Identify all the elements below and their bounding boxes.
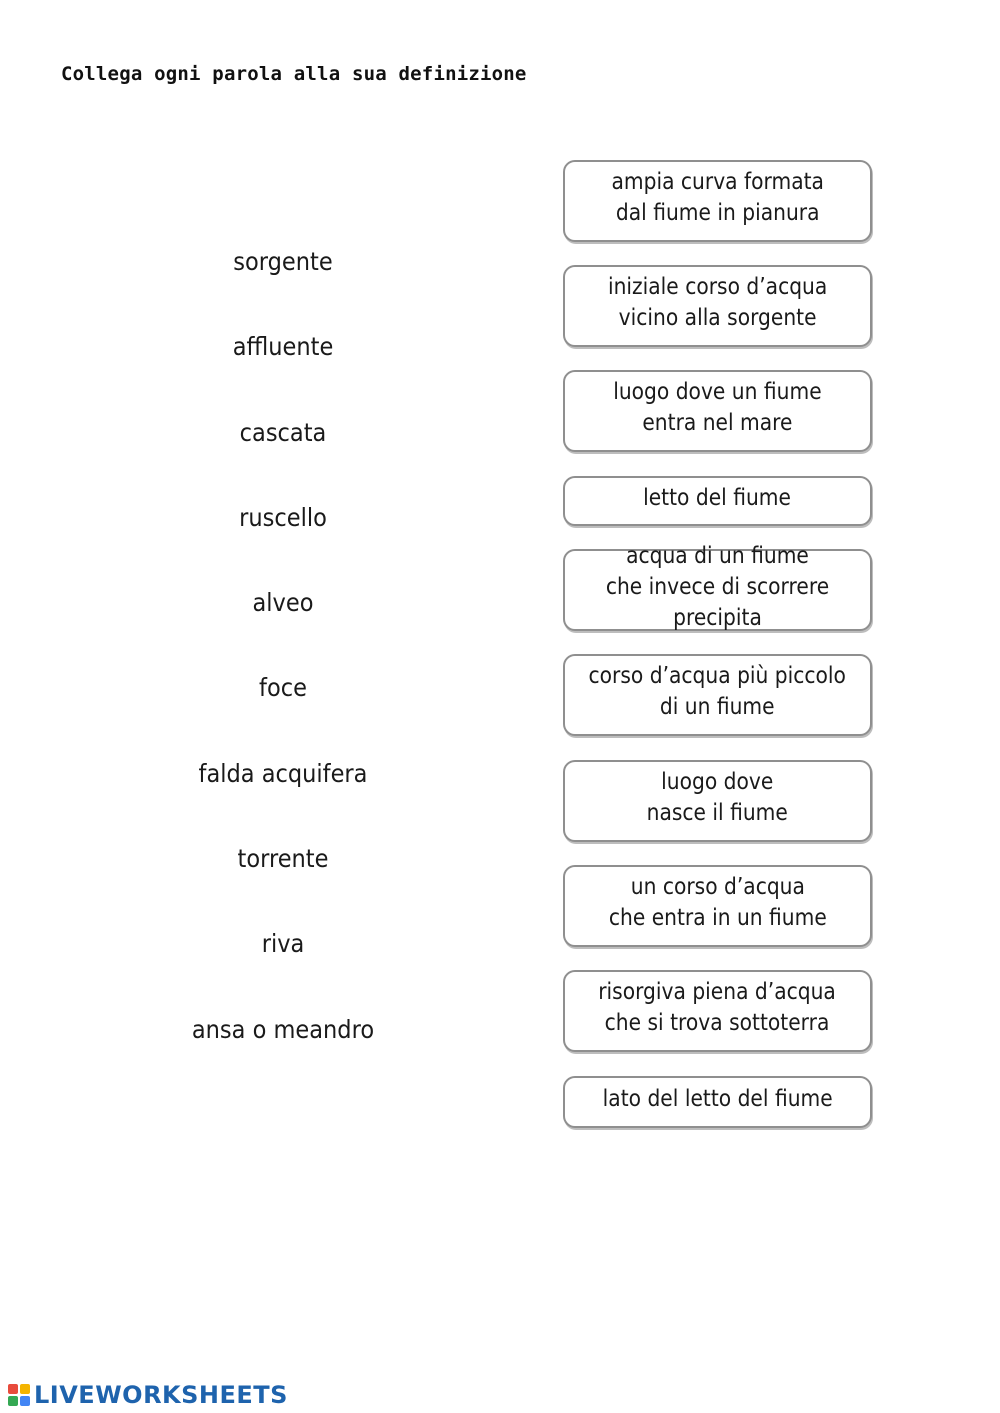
definition-text: un corso d’acqua che entra in un fiume	[608, 874, 827, 931]
word-item[interactable]: sorgente	[233, 247, 333, 276]
instruction-text: Collega ogni parola alla sua definizione	[61, 63, 527, 85]
definition-box[interactable]	[563, 160, 872, 242]
definition-box[interactable]	[563, 370, 872, 452]
word-item[interactable]: cascata	[239, 418, 327, 447]
definition-text: risorgiva piena d’acqua che si trova sottoterra	[598, 979, 837, 1036]
word-item[interactable]: ruscello	[239, 503, 327, 532]
word-item[interactable]: affluente	[232, 332, 334, 361]
word-item[interactable]: foce	[259, 673, 307, 702]
definition-box[interactable]	[563, 970, 872, 1052]
definition-text: luogo dove un fiume entra nel mare	[613, 379, 822, 436]
definition-text: luogo dove nasce il fiume	[646, 769, 789, 826]
brand-name: LIVEWORKSHEETS	[34, 1381, 288, 1409]
definition-text: iniziale corso d’acqua vicino alla sorgente	[607, 274, 828, 331]
word-item[interactable]: torrente	[237, 844, 329, 873]
word-item[interactable]: falda acquifera	[198, 759, 368, 788]
word-item[interactable]: riva	[261, 929, 305, 958]
word-item[interactable]: ansa o meandro	[191, 1015, 375, 1044]
word-item[interactable]: alveo	[252, 588, 314, 617]
footer-brand	[8, 1380, 288, 1410]
definition-text: ampia curva formata dal fiume in pianura	[611, 169, 824, 226]
definition-text: letto del fiume	[643, 484, 792, 511]
liveworksheets-logo-icon	[8, 1384, 30, 1406]
definition-text: lato del letto del fiume	[602, 1085, 833, 1112]
definition-box[interactable]	[563, 760, 872, 842]
definition-text: acqua di un fiume che invece di scorrere precipita	[605, 542, 830, 631]
definition-box[interactable]	[563, 654, 872, 736]
definition-box[interactable]	[563, 1076, 872, 1128]
definition-text: corso d’acqua più piccolo di un fiume	[588, 663, 847, 720]
definition-box[interactable]	[563, 865, 872, 947]
definition-box[interactable]	[563, 542, 872, 631]
definition-box[interactable]	[563, 476, 872, 526]
definition-box[interactable]	[563, 265, 872, 347]
word-column	[0, 0, 570, 1100]
